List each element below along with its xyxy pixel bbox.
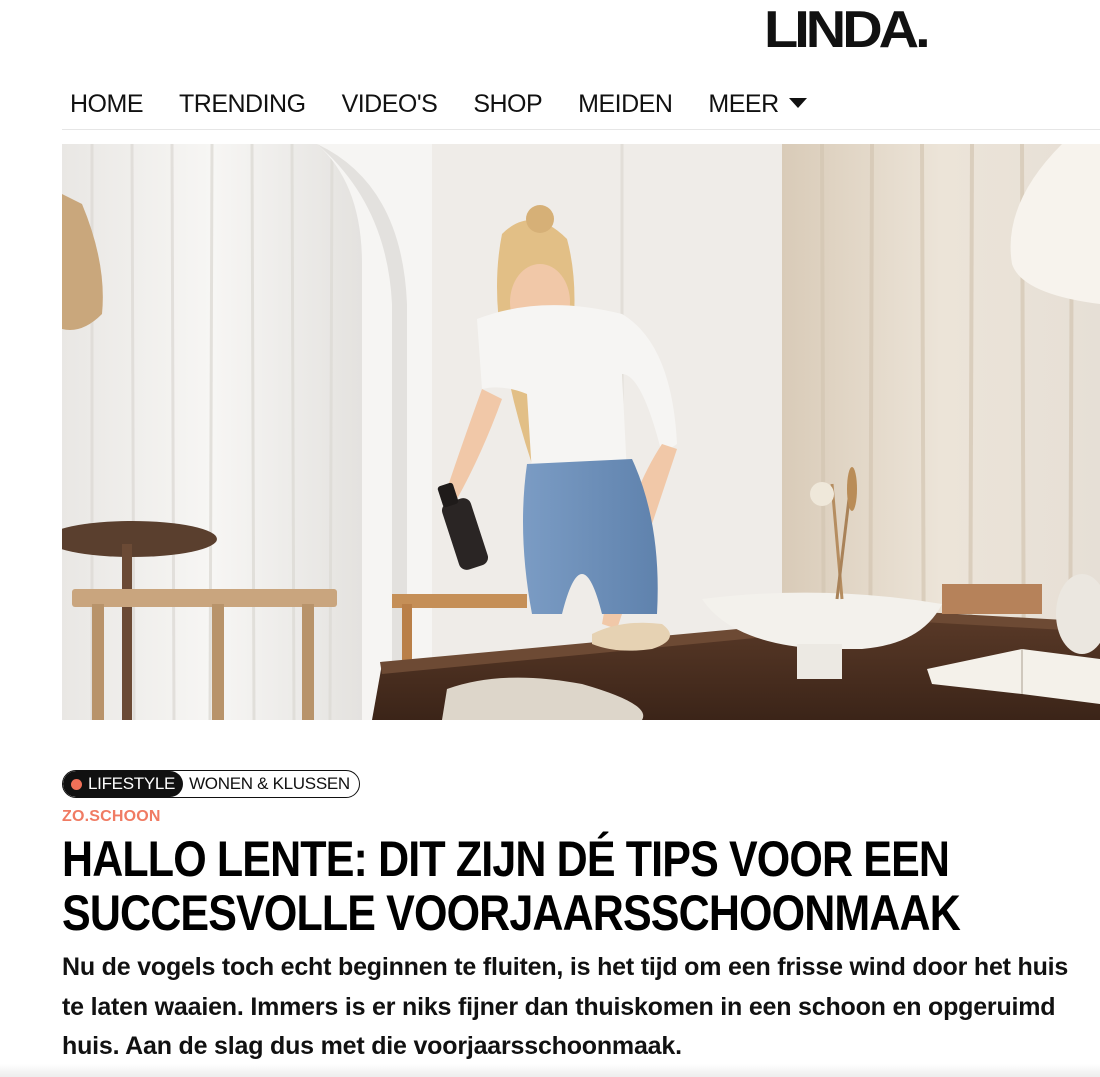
hero-illustration bbox=[62, 144, 1100, 720]
nav-item-label: MEIDEN bbox=[578, 90, 673, 118]
article-kicker[interactable]: ZO.SCHOON bbox=[62, 808, 161, 825]
nav-item-label: VIDEO'S bbox=[341, 90, 438, 118]
caret-down-icon bbox=[789, 98, 807, 108]
nav-item-videos[interactable] bbox=[342, 87, 438, 123]
nav-item-label: SHOP bbox=[473, 90, 543, 118]
bottom-fade bbox=[0, 1064, 1100, 1077]
nav-item-label: MEER bbox=[708, 90, 779, 118]
main-nav bbox=[62, 80, 1100, 130]
article-intro: Nu de vogels toch echt beginnen te fluiten, is het tijd om een frisse wind door het huis te laten waaien. Immers is er niks fijner dan thuiskomen in een schoon en opgeruimd huis. Aan de slag dus met die voorjaarsschoonmaak. bbox=[62, 953, 1069, 1060]
nav-item-shop[interactable] bbox=[473, 87, 542, 123]
nav-item-trending[interactable] bbox=[179, 87, 306, 123]
article-title: HALLO LENTE: DIT ZIJN DÉ TIPS VOOR EEN SUCCESVOLLE VOORJAARSSCHOONMAAK bbox=[62, 831, 960, 941]
nav-item-label: TRENDING bbox=[179, 90, 306, 118]
nav-item-home[interactable] bbox=[70, 87, 143, 123]
tag-lifestyle[interactable] bbox=[63, 771, 183, 797]
site-logo[interactable]: LINDA. bbox=[764, 0, 927, 59]
nav-item-meiden[interactable] bbox=[578, 87, 672, 123]
category-tags bbox=[62, 770, 360, 798]
tag-label: LIFESTYLE bbox=[88, 774, 176, 793]
hero-image bbox=[62, 144, 1100, 720]
tag-wonen-klussen[interactable] bbox=[183, 774, 359, 794]
nav-item-label: HOME bbox=[70, 90, 143, 118]
tag-label: WONEN & KLUSSEN bbox=[189, 774, 350, 793]
tag-dot-icon bbox=[71, 779, 82, 790]
nav-item-meer[interactable] bbox=[708, 87, 806, 123]
